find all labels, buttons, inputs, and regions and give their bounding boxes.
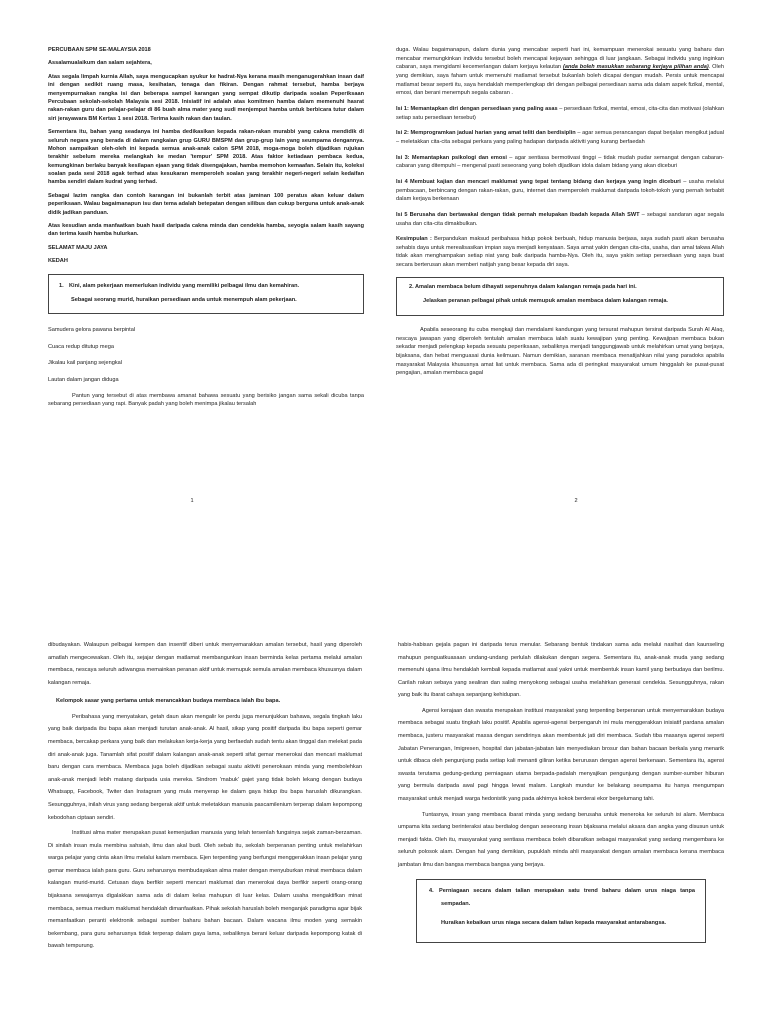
essay-note-underlined: (anda boleh masukkan sebarang kerjaya pilihan anda) xyxy=(562,64,709,71)
conclusion-label: Kesimpulan : xyxy=(396,236,432,243)
pantun-line-3: Jikalau kail panjang sejengkal xyxy=(48,360,123,367)
essay-2-heading: Kelompok sasar yang pertama untuk merancakkan budaya membaca ialah ibu bapa. xyxy=(56,698,281,705)
page-4 xyxy=(384,512,768,1024)
pantun-line-4: Lautan dalam jangan diduga xyxy=(48,376,119,383)
point-3 xyxy=(396,154,724,171)
intro-paragraph-3: Sebagai lazim rangka dan contoh karangan ini bukanlah terbit atas jaminan 100 peratus akan keluar dalam peperiksaan. Walau bagaimanapun isu dan tema adalah betepatan dengan silibus dan cukup berguna untuk anak-anak didik jadikan panduan. xyxy=(48,192,364,216)
conclusion-text: Berpandukan maksud peribahasa hidup pokok berbuah, hidup manusia berjasa, saya sudah pasti akan berusaha sehabis daya untuk merealisasikan impian saya menjadi kenyataan. Saya amat yakin dengan cita-cita, usaha, dan amal takwa Allah tidak akan menghampakan setiap niat yang baik daripada hamba-Nya. Oleh itu, saya yakin setiap persediaan yang saya buat secara berterusan akan memberi natijah yang besar kepada diri saya. xyxy=(396,236,724,269)
page-2 xyxy=(384,0,768,512)
pantun-line-1: Samudera gelora pawana berpintal xyxy=(48,327,136,334)
point-2 xyxy=(396,129,724,146)
intro-paragraph-4: Atas kesudian anda manfaatkan buah hasil daripada cakna minda dan cendekia hamba, seyogia salam kasih sayang dan terima kasih hamba hulurkan. xyxy=(48,223,364,238)
point-4 xyxy=(396,178,724,204)
question-2-task: Jelaskan peranan pelbagai pihak untuk memupuk amalan membaca dalam kalangan remaja. xyxy=(423,298,668,305)
question-2-box xyxy=(396,277,724,316)
essay-2-conclusion: Tuntasnya, insan yang membaca ibarat minda yang sedang berusaha untuk meneroka ke seluruh isi alam. Membaca umpama kita sedang berinteraksi atau berdialog dengan seseorang insan bijaksana melalui aksara dan angka yang disusun untuk menjadi fakta. Oleh itu, masyarakat yang sentiasa membaca boleh dibaratkan sebagai masyarakat yang sedang mengembara ke seluruh polosok alam. Dengan hal yang demikian, pupuklah minda ahli masyarakat dengan amalan membaca kerana membaca jambatan ilmu dan bangsa membaca bangsa yang berjaya. xyxy=(398,811,724,868)
question-2-title: 2. Amalan membaca belum dihayati sepenuhnya dalam kalangan remaja pada hari ini. xyxy=(409,283,637,290)
page-1 xyxy=(0,0,384,512)
question-1-task: Sebagai seorang murid, huraikan persediaan anda untuk menempuh alam pekerjaan. xyxy=(71,296,297,303)
point-2-text: – agar semua perancangan dapat berjalan mengikut jadual – meletakkan cita-cita sebagai perkara yang paling hadapan daripada aktiviti yang kurang berfaedah xyxy=(396,130,724,145)
document-title: PERCUBAAN SPM SE-MALAYSIA 2018 xyxy=(48,47,151,53)
essay-opening: Pantun yang tersebut di atas membawa amanat bahawa sesuatu yang berisiko jangan sama sekali dicuba tanpa sebarang persediaan yang rapi. Banyak padah yang boleh menimpa jikalau tersalah xyxy=(48,392,364,408)
page-number-1: 1 xyxy=(190,497,194,504)
essay-continuation xyxy=(396,46,724,98)
greeting: Assalamualaikum dan salam sejahtera, xyxy=(48,60,152,67)
pantun-line-2: Cuaca redup ditutup mega xyxy=(48,343,114,350)
point-3-label: Isi 3: Memantapkan psikologi dan emosi xyxy=(396,154,507,161)
point-5 xyxy=(396,211,724,228)
pantun xyxy=(48,326,364,408)
conclusion xyxy=(396,235,724,270)
question-4-box xyxy=(416,879,706,943)
place-line: KEDAH xyxy=(48,258,68,265)
question-4-title xyxy=(429,885,695,910)
point-5-text: – sebagai sandaran agar segala usaha dan cita-cita dimakbulkan. xyxy=(396,211,724,227)
point-1-label: Isi 1: Memantapkan diri dengan persediaan yang paling asas xyxy=(396,105,558,112)
point-1-text: – persediaan fizikal, mental, emosi, cita-cita dan motivasi (olahkan setiap satu persediaan tersebut) xyxy=(396,105,725,121)
essay-2-paragraph-school: Institusi alma mater merupakan pusat kemenjadian manusia yang telah tersenlah fungsinya sejak zaman-berzaman. Di sinilah insan mula membina sahsiah, ilmu dan akal budi. Oleh sebab itu, sekolah berperanan penting untuk melahirkan warga pelajar yang cinta akan ilmu melalui kalam membaca. Ejen terpenting yang berfungsi menggerakkan insan pelajar yang gemar membaca ialah para guru. Guru seharusnya membudayakan alma mater dengan menyuburkan minat membaca dalam kalangan murid-murid. Cetusan daya berfikir seperti mencari maklumat dan menerokai daya berfikir seperti orang-orang bijaksana sewajarnya digalakkan sama ada di dalam kelas mahupun di luar kelas. Dalam usaha mengaktifkan minat membaca, semua medium maklumat hendaklah dimanfaatkan. Pihak sekolah haruslah boleh menganjak paradigma agar bijak memanfaatkan peranti elektronik sebagai sumber baharu bahan bacaan. Dalam wacana ilmu moden yang semakin bekembang, para guru seharusnya tidak terperap dalam gaya lama, sebaliknya berani keluar daripada kepompong katak di bawah tempurung. xyxy=(48,830,362,950)
essay-2-intro: Apabila seseorang itu cuba mengkaji dan mendalami kandungan yang tersurat mahupun tersirat daripada Surah Al Alaq, nescaya jawapan yang diperoleh tentulah amalan membaca ialah suatu kewajipan yang penting. Kewajipan membaca bukan sekadar menjadi pelengkap kepada sesuatu peperiksaan, sebaliknya menjadi tanggungjawab untuk melahirkan umat yang berjaya, bijaksana, dan hebat menguasai dunia keilmuan. Namun demikian, saranan membaca menatijahkan nilai yang paradoks apabila masyarakat Malaysia khususnya amat liat untuk membaca. Sama ada di peringkat masyarakat umum hinggalah ke pusat-pusat pengajian, amalan membaca gagal xyxy=(396,327,724,377)
intro-paragraph-2: Sementara itu, bahan yang seadanya ini hamba dedikasikan kepada rakan-rakan murabbi yang cakna mendidik di seluruh negara yang berada di dalam rangkaian grup GURU BMSPM dan grup-grup lain yang seumpama dengannya. Mohon sampaikan oleh-oleh ini kepada semua anak-anak calon SPM 2018, moga-moga boleh dijadikan rujukan terakhir sebelum mereka melangkah ke medan 'tempur' SPM 2018. Atas faktor ketiadaan pembaca kedua, kemungkinan berlaku banyak kesilapan ejaan yang tidak disengajakan, hamba memohon kemaafan. Selain itu, koleksi soalan pada sesi 2018 agak terhad atas kesukaran memperoleh soalan yang terakhir negeri-negeri selain kedaifan hamba sendiri dalam kudrat yang terhad. xyxy=(48,129,364,186)
essay-2-continuation: dibudayakan. Walaupun pelbagai kempen dan insentif diberi untuk menyemarakkan amalan tersebut, hasil yang diperoleh amatlah mengecewakan. Oleh itu, sejajar dengan matlamat membangunkan insan berminda kelas pertama melalui amalan membaca, nescaya seluruh adiwangsa memainkan peranan aktif untuk memupuk semula amalan membaca khususnya dalam kalangan remaja. xyxy=(48,642,362,686)
essay-text-a: duga. Walau bagaimanapun, dalam dunia yang mencabar seperti hari ini, kemampuan menerokai sesuatu yang baharu dan mencabar memungkinkan individu tersebut boleh mencapai kejayaan sehingga di luar jangkaan. Sebagai individu yang inginkan cabaran, saya mengidami kecemerlangan dalam kerjaya kelautan xyxy=(396,47,724,71)
closing-line: SELAMAT MAJU JAYA xyxy=(48,244,108,251)
essay-text-b: . Oleh yang demikian, saya faham untuk memenuhi matlamat tersebut bukanlah boleh dicapai dengan mudah. Persis untuk mencapai matlamat besar seperti itu, saya hendaklah memperlengkap diri dengan pelbagai persediaan sama ada dalam aspek fizikal, mental, emosi, dan berani menempuh segala cabaran . xyxy=(396,64,724,97)
essay-2-paragraph-agencies: Agensi kerajaan dan swasta merupakan institusi masyarakat yang terpenting berperanan untuk menyemarakkan budaya membaca sebagai suatu tingkah laku positif. Apabila agensi-agensi berpengaruh ini mula menggerakkan inisiatif pardana amalan membaca, justeru masyarakat massa dengan sendirinya akan membentuk jati diri membaca. Sudah tiba masanya agensi seperti Jabatan Penerangan, Imigresen, hospital dan jabatan-jabatan lain menyediakan brosur dan bahan bacaan berkala yang menarik untuk dibaca oleh pengunjung pada setiap kali menanti giliran ketika berurusan dengan agensi berkenaan. Sementara itu, agensi swasta terutama gedung-gedung perniagaan utama berpada-padalah menyajikan pengunjung dengan sumber-sumber hiburan yang bermula daripada awal pagi hingga lewat malam. Langkah mundur ke belakang seumpama itu hanya mengumpan masyarakat untuk menjadi warga hedonistik yang pada akhirnya kokok berderai ekor bergelumang tahi. xyxy=(398,707,724,802)
essay-2-paragraph-youth: habis-habisan gejala pagan ini daripada terus menular. Sebarang bentuk tindakan sama ada melalui nasihat dan kaunseling mahupun penguatkuasaan undang-undang perlulah dilakukan dengan segera. Sementara itu, anak-anak muda yang sedang memenuhi ujana ilmu hendaklah kembali kepada matlamat asal yakni untuk membentuk insan kamil yang berbudaya dan berilmu. Carilah rakan sebaya yang sealiran dan saling menyokong sebagai usaha melahirkan generasi cendekia. Sesungguhnya, rakan yang baik itu ibarat cahaya sepanjang kehidupan. xyxy=(398,642,724,699)
page-3 xyxy=(0,512,384,1024)
intro-paragraph-1: Atas segala limpah kurnia Allah, saya mengucapkan syukur ke hadrat-Nya kerana masih menganugerahkan insan daif ini dengan sedikit ruang masa, kesihatan, tenaga dan fikiran. Dengan rahmat tersebut, hamba berjaya menyempurnakan rangka isi dan beberapa sampel karangan yang sempat dikutip daripada soalan Peperiksaan Percubaan sekolah-sekolah Malaysia sesi 2018. Inisiatif ini adalah atas komitmen hamba dalam memenuhi hasrat rakan-rakan guru dan pelajar-pelajar di 86 buah alma mater yang sudi menjemput hamba untuk berbicara tutur dalam siri jerayawara BM Kertas 1 sesi 2018. Terima kasih rakan dan taulan. xyxy=(48,73,364,122)
point-4-label: Isi 4 Membuat kajian dan mencari maklumat yang tepat tentang bidang dan kerjaya yang ingin diceburi xyxy=(396,178,681,185)
question-1-title xyxy=(59,282,353,290)
question-4-text: Perniagaan secara dalam talian merupakan satu trend baharu dalam urus niaga tanpa sempadan. xyxy=(439,888,695,907)
point-4-text: – usaha melalui pembacaan, berbincang dengan rakan-rakan, guru, internet dan memperoleh maklumat daripada tokoh-tokoh yang pernah terbabit dalam kerjaya berkenaan xyxy=(396,178,724,203)
question-1-box xyxy=(48,274,364,315)
point-2-label: Isi 2: Memprogramkan jadual harian yang amat teliti dan berdisiplin xyxy=(396,130,576,137)
essay-2-paragraph-parents: Peribahasa yang menyatakan, getah daun akan mengalir ke perdu juga menunjukkan bahawa, segala tingkah laku yang baik daripada ibu bapa akan menjadi turutan anak-anak. Al hasil, sikap yang positif daripada ibu bapa seperti gemar membaca, bercakap perkara yang baik dan melakukan kerja-kerja yang berfaedah sudah tentu akan tinggal dan melekat pada diri anak-anak juga. Tanamlah sifat positif dalam kalangan anak-anak seperti sifat gemar menerokai dan mencari maklumat baru dengan cara membaca. Membaca juga boleh dijadikan sebagai suatu aktiviti penerokaan minda yang membolehkan anak-anak menjadi lebih matang daripada usia mereka. Sindrom 'mabuk' gajet yang tidak boleh lekang dengan budaya Whatsapp, Facebook, Twiter dan Instagram yang mula menyerap ke dalam gaya hidup ibu bapa haruslah dikurangkan. Sesungguhnya, inilah virus yang sedang bergerak aktif untuk meletakkan manusia pascamilenium terperap dalam kepompong kebodohan ciptaan sendiri. xyxy=(48,713,362,821)
question-1-text: Kini, alam pekerjaan memerlukan individu yang memiliki pelbagai ilmu dan kemahiran. xyxy=(69,282,300,289)
question-4-task: Huraikan kebaikan urus niaga secara dalam talian kepada masyarakat antarabangsa. xyxy=(441,919,667,926)
question-1-number: 1. xyxy=(59,282,64,289)
essay-2-body xyxy=(396,326,724,378)
point-3-text: – agar sentiasa bermotivasi tinggi – tidak mudah pudar semangat dengan cabaran-cabaran yang ditempuhi – mengenal pasti seseorang yang boleh dijadikan idola dalam bidang yang akan diceburi xyxy=(396,154,724,170)
question-4-number: 4. xyxy=(429,888,434,895)
point-1 xyxy=(396,105,724,122)
page-number-2: 2 xyxy=(574,497,578,504)
point-5-label: Isi 5 Berusaha dan bertawakal dengan tidak pernah melupakan ibadah kepada Allah SWT xyxy=(396,211,640,218)
